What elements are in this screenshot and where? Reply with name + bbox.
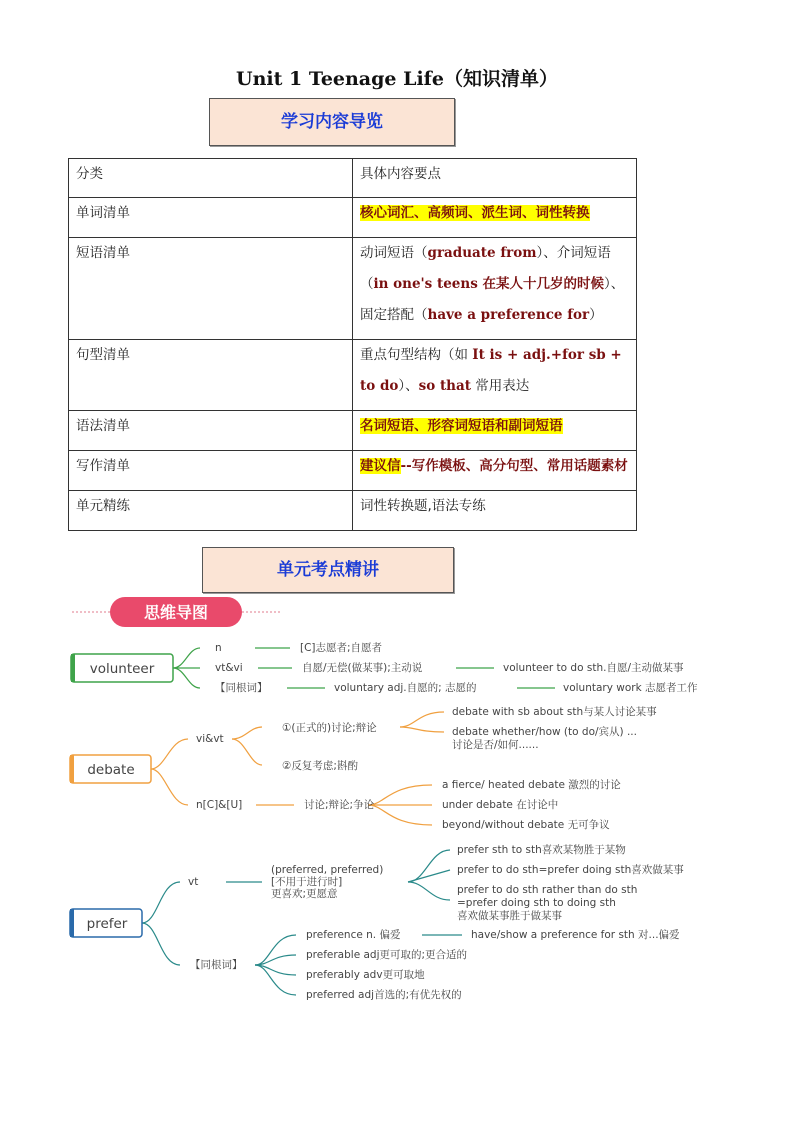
- category-cell: 短语清单: [69, 238, 353, 340]
- root-node-accent: [70, 755, 74, 783]
- table-row: [69, 198, 637, 238]
- plain-text: 重点句型结构（如: [360, 347, 473, 363]
- node-text: 更喜欢;更愿意: [271, 888, 338, 900]
- content-cell: 词性转换题,语法专练: [353, 491, 637, 531]
- plain-text: 常用表达: [470, 378, 530, 394]
- node-text: have/show a preference for sth 对...偏爱: [471, 929, 680, 941]
- phrase-text: --写作模板、高分句型、常用话题素材: [400, 458, 628, 474]
- branch-line: [400, 712, 444, 727]
- node-text: prefer to do sth=prefer doing sth喜欢做某事: [457, 864, 684, 876]
- table-row: [69, 491, 637, 531]
- table-row: [69, 411, 637, 451]
- branch-line: [255, 965, 296, 995]
- phrase-text: It is + adj.+for sb + to do: [360, 347, 622, 394]
- highlighted-text: 建议信: [360, 458, 401, 474]
- plain-text: ）、: [398, 378, 419, 394]
- node-text: preferably adv更可取地: [306, 969, 425, 981]
- node-text: vi&vt: [196, 733, 224, 745]
- content-cell: [353, 198, 637, 238]
- node-text: ②反复考虑;斟酌: [282, 760, 358, 772]
- phrase-text: graduate from: [427, 245, 537, 261]
- node-text: debate with sb about sth与某人讨论某事: [452, 706, 657, 718]
- content-cell: [353, 340, 637, 411]
- node-text: preferred adj首选的;有优先权的: [306, 989, 462, 1001]
- branch-line: [408, 882, 450, 900]
- phrase-text: in one's teens: [373, 276, 478, 292]
- content-cell: [353, 451, 637, 491]
- content-cell: [353, 411, 637, 451]
- node-text: (preferred, preferred): [271, 864, 384, 876]
- page-title: Unit 1 Teenage Life（知识清单）: [236, 68, 558, 90]
- section-banner-label: 单元考点精讲: [277, 560, 379, 580]
- node-text: ①(正式的)讨论;辩论: [282, 722, 377, 734]
- root-node-accent: [71, 654, 75, 682]
- branch-line: [255, 935, 296, 965]
- node-text: 【同根词】: [190, 959, 243, 971]
- mindmap-label: 思维导图: [143, 603, 209, 622]
- section-banner-study-guide: [209, 98, 455, 146]
- root-label: volunteer: [89, 661, 155, 677]
- table-row: [69, 238, 637, 340]
- node-text: 讨论是否/如何......: [452, 739, 539, 751]
- highlighted-text: 核心词汇、高频词、派生词、词性转换: [360, 205, 590, 221]
- node-text: 喜欢做某事胜于做某事: [457, 910, 562, 922]
- node-text: prefer to do sth rather than do sth: [457, 884, 638, 896]
- plain-text: 动词短语（: [360, 245, 428, 261]
- node-text: volunteer to do sth.自愿/主动做某事: [503, 662, 684, 674]
- table-row: [69, 451, 637, 491]
- node-text: 讨论;辩论;争论: [304, 799, 375, 811]
- branch-line: [142, 923, 180, 965]
- node-text: vt: [188, 876, 199, 888]
- branch-line: [173, 668, 200, 688]
- category-cell: 单词清单: [69, 198, 353, 238]
- root-label: debate: [87, 762, 135, 778]
- branch-line: [142, 882, 180, 923]
- branch-line: [408, 850, 450, 882]
- mind-map: [0, 590, 794, 1010]
- node-text: voluntary work 志愿者工作: [563, 682, 698, 694]
- content-cell: [353, 238, 637, 340]
- category-cell: 语法清单: [69, 411, 353, 451]
- node-text: a fierce/ heated debate 激烈的讨论: [442, 779, 621, 791]
- branch-line: [173, 648, 200, 668]
- node-text: under debate 在讨论中: [442, 799, 559, 811]
- node-text: n: [215, 642, 222, 654]
- section-banner-label: 学习内容导览: [281, 112, 383, 132]
- branch-line: [368, 785, 432, 805]
- node-text: preferable adj更可取的;更合适的: [306, 949, 468, 961]
- node-text: beyond/without debate 无可争议: [442, 819, 610, 831]
- root-node-accent: [70, 909, 74, 937]
- header-cell: 具体内容要点: [353, 159, 637, 198]
- table-row: [69, 159, 637, 198]
- plain-text: ）、介词短语（: [360, 245, 611, 292]
- category-cell: 句型清单: [69, 340, 353, 411]
- category-cell: 单元精练: [69, 491, 353, 531]
- category-cell: 写作清单: [69, 451, 353, 491]
- root-label: prefer: [86, 916, 128, 932]
- highlighted-text: 名词短语、形容词短语和副词短语: [360, 418, 563, 434]
- branch-line: [368, 805, 432, 825]
- node-text: =prefer doing sth to doing sth: [457, 897, 616, 909]
- branch-line: [232, 739, 262, 765]
- node-text: [不用于进行时]: [271, 876, 343, 888]
- table-row: [69, 340, 637, 411]
- node-text: 【同根词】: [215, 682, 268, 694]
- section-banner-key-points: [202, 547, 454, 593]
- node-text: [C]志愿者;自愿者: [300, 642, 383, 654]
- node-text: 自愿/无偿(做某事);主动说: [302, 662, 423, 674]
- phrase-text: 在某人十几岁的时候: [477, 276, 605, 292]
- branch-line: [408, 870, 450, 882]
- header-cell: 分类: [69, 159, 353, 198]
- node-text: voluntary adj.自愿的; 志愿的: [334, 682, 477, 694]
- branch-line: [151, 769, 188, 805]
- plain-text: ）、固定搭配（: [360, 276, 625, 323]
- plain-text: ）: [589, 307, 603, 323]
- node-text: preference n. 偏爱: [306, 929, 401, 941]
- content-overview-table: [68, 158, 637, 531]
- node-text: debate whether/how (to do/宾从) ...: [452, 726, 637, 738]
- phrase-text: have a preference for: [427, 307, 590, 323]
- branch-line: [232, 727, 262, 739]
- node-text: n[C]&[U]: [196, 799, 243, 811]
- node-text: vt&vi: [215, 662, 243, 674]
- branch-line: [400, 727, 444, 732]
- branch-line: [151, 739, 188, 769]
- phrase-text: so that: [418, 378, 471, 394]
- node-text: prefer sth to sth喜欢某物胜于某物: [457, 844, 626, 856]
